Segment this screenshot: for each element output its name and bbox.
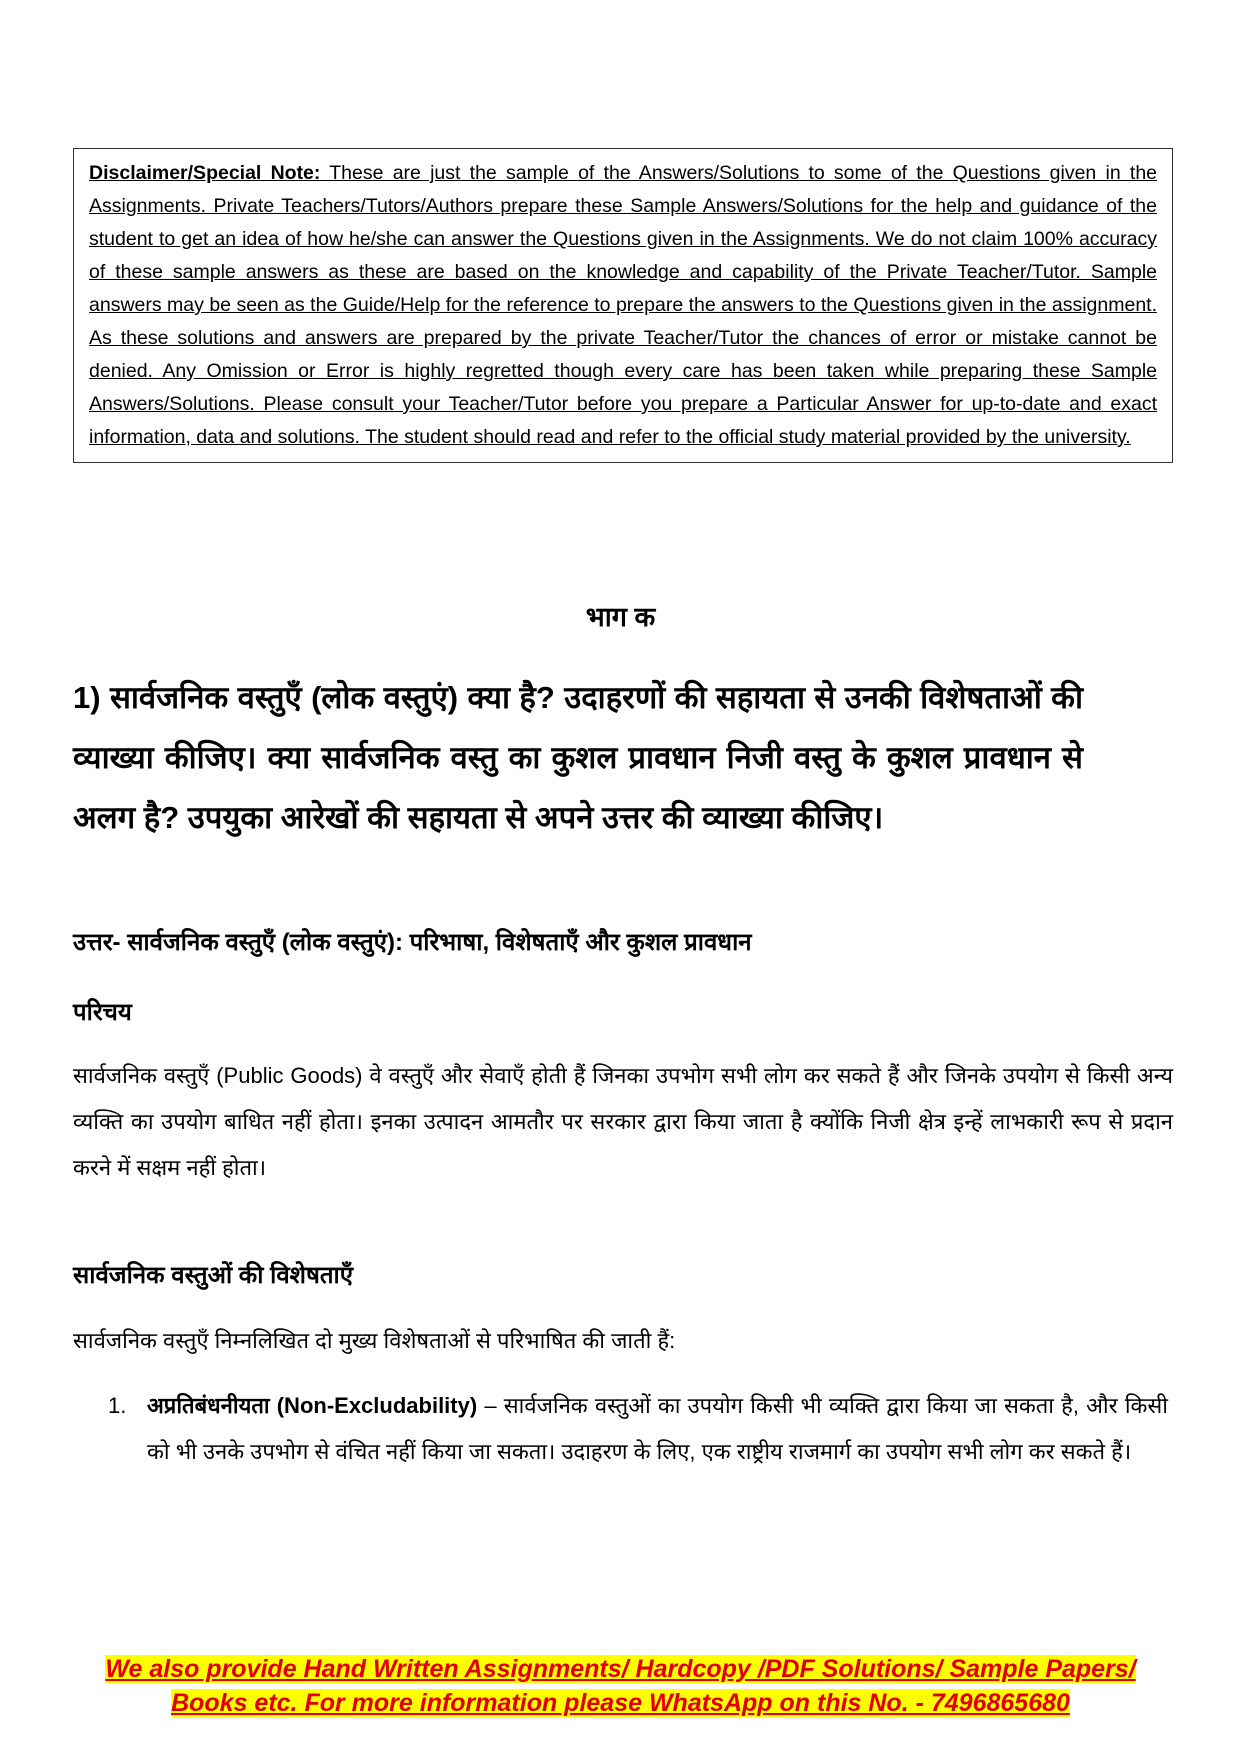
disclaimer-box	[73, 148, 1173, 463]
footer-line-1: We also provide Hand Written Assignments/ Hardcopy /PDF Solutions/ Sample Papers/	[105, 1655, 1136, 1683]
list-item-body	[147, 1383, 1168, 1475]
characteristics-list	[108, 1383, 1168, 1475]
characteristics-intro: सार्वजनिक वस्तुएँ निम्नलिखित दो मुख्य विशेषताओं से परिभाषित की जाती हैं:	[73, 1328, 676, 1353]
disclaimer-text: These are just the sample of the Answers/Solutions to some of the Questions given in the Assignments. Private Teachers/Tutors/Authors prepare these Sample Answers/Solutions for the help and guidance of the student to get an idea of how he/she can answer the Questions given in the Assignments. We do not claim 100% accuracy of these sample answers as these are based on the knowledge and capability of the Private Teacher/Tutor. Sample answers may be seen as the Guide/Help for the reference to prepare the answers to the Questions given in the assignment. As these solutions and answers are prepared by the private Teacher/Tutor the chances of error or mistake cannot be denied. Any Omission or Error is highly regretted though every care has been taken while preparing these Sample Answers/Solutions. Please consult your Teacher/Tutor before you prepare a Particular Answer for up-to-date and exact information, data and solutions. The student should read and refer to the official study material provided by the university.	[89, 162, 1158, 448]
list-item-term: अप्रतिबंधनीयता (Non-Excludability)	[147, 1393, 478, 1418]
question-text: 1) सार्वजनिक वस्तुएँ (लोक वस्तुएं) क्या है? उदाहरणों की सहायता से उनकी विशेषताओं की व्याख्या कीजिए। क्या सार्वजनिक वस्तु का कुशल प्रावधान निजी वस्तु के कुशल प्रावधान से अलग है? उपयुका आरेखों की सहायता से अपने उत्तर की व्याख्या कीजिए।	[73, 680, 1083, 835]
characteristics-heading: सार्वजनिक वस्तुओं की विशेषताएँ	[73, 1262, 354, 1289]
footer-promo	[0, 1652, 1241, 1720]
answer-heading: उत्तर- सार्वजनिक वस्तुएँ (लोक वस्तुएं): परिभाषा, विशेषताएँ और कुशल प्रावधान	[73, 929, 752, 956]
intro-heading: परिचय	[73, 999, 132, 1026]
list-item	[108, 1383, 1168, 1475]
disclaimer-label: Disclaimer/Special Note:	[89, 162, 321, 184]
footer-line-2: Books etc. For more information please WhatsApp on this No. - 7496865680	[171, 1689, 1070, 1717]
list-item-text: – सार्वजनिक वस्तुओं का उपयोग किसी भी व्यक्ति द्वारा किया जा सकता है, और किसी को भी उनके उपभोग से वंचित नहीं किया जा सकता। उदाहरण के लिए, एक राष्ट्रीय राजमार्ग का उपयोग सभी लोग कर सकते हैं।	[147, 1393, 1168, 1464]
intro-paragraph: सार्वजनिक वस्तुएँ (Public Goods) वे वस्तुएँ और सेवाएँ होती हैं जिनका उपभोग सभी लोग कर सकते हैं और जिनके उपयोग से किसी अन्य व्यक्ति का उपयोग बाधित नहीं होता। इनका उत्पादन आमतौर पर सरकार द्वारा किया जाता है क्योंकि निजी क्षेत्र इन्हें लाभकारी रूप से प्रदान करने में सक्षम नहीं होता।	[73, 1063, 1173, 1180]
section-title: भाग क	[585, 602, 656, 632]
list-item-number: 1.	[108, 1393, 127, 1418]
